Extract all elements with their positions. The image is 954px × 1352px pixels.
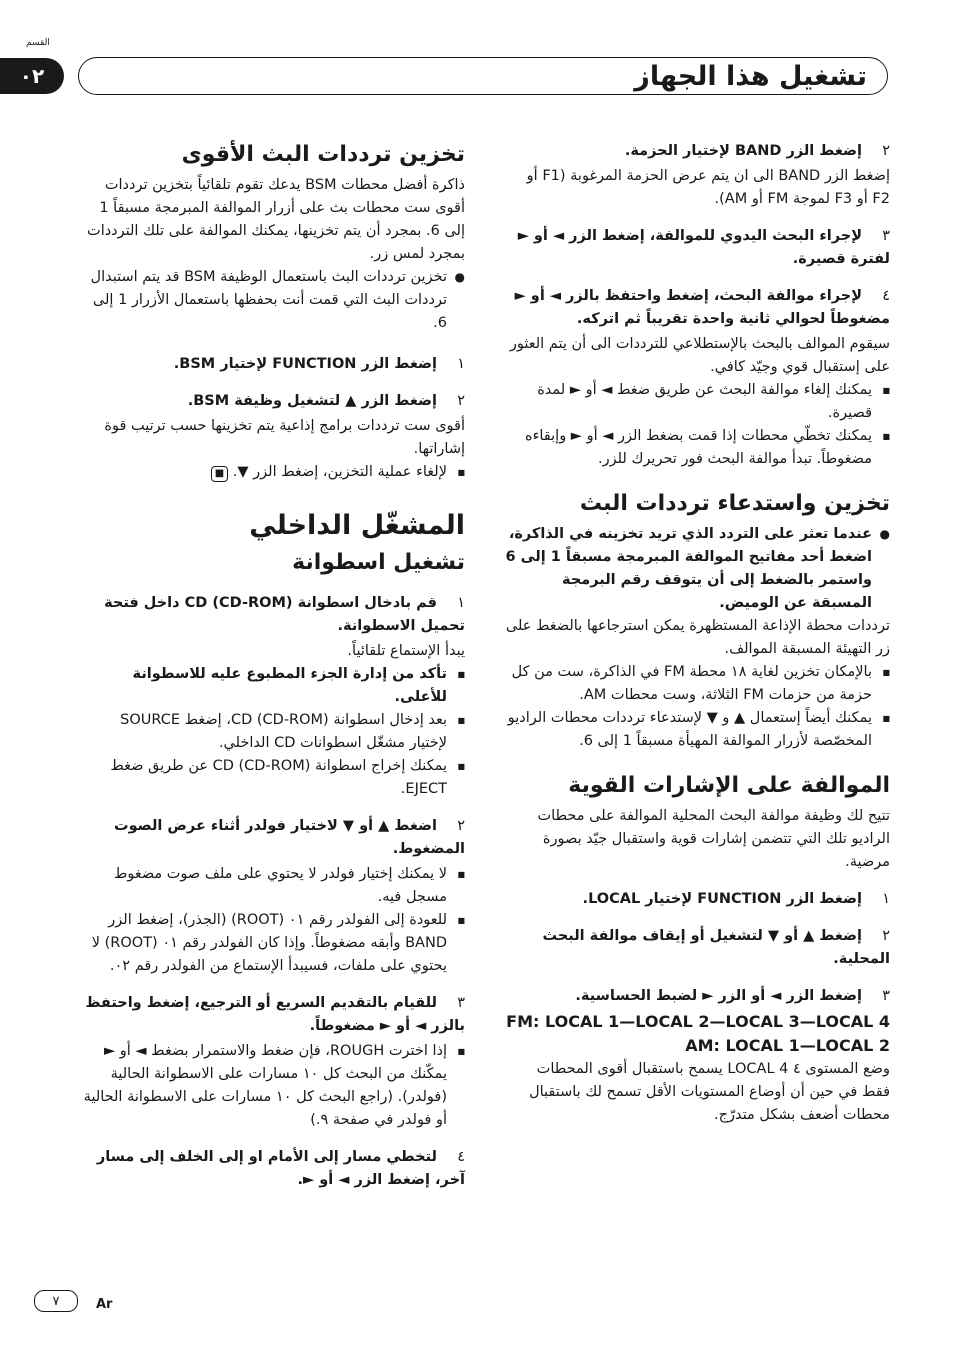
bsm-cancel-text: لإلغاء عملية التخزين، إضغط الزر ▼.: [232, 464, 447, 480]
step-item: [80, 353, 465, 376]
step-item: [505, 888, 890, 911]
step-number: ٣: [457, 995, 465, 1011]
step-item: [80, 815, 465, 861]
section-label: القسم: [26, 38, 50, 48]
local-description: تتيح لك وظيفة موالفة البحث المحلية الموالفة على محطات الراديو تلك التي تتضمن إشارات قوية واستقبال جيّد بصورة مرضية.: [537, 808, 890, 870]
step-item: [80, 390, 465, 413]
step-item: [505, 225, 890, 271]
bsm-description: ذاكرة أفضل محطات BSM يدعك تقوم تلقائياً بتخزين ترددات أقوى ست محطات بث على أزرار الموالفة المبرمجة مسبقاً 1 إلى 6. بمجرد أن يتم تخزينها، يمكنك الموالفة على تلك الترددات بمجرد لمس زر.: [87, 177, 465, 262]
bullet-item: ■ لا يمكنك إختيار فولدر لا يحتوي على ملف صوت مضغوط مسجل فيه.: [80, 863, 465, 909]
bullet-item: [80, 461, 465, 484]
step-text: لإجراء البحث اليدوي للموالفة، إضغط الزر ◄ أو ► لفترة قصيرة.: [517, 228, 890, 267]
bsm-heading: تخزين ترددات البث الأقوى: [181, 142, 465, 167]
bullet-item: ■ بعد إدخال اسطوانة CD (CD-ROM)، إضغط SOURCE لإختيار مشغّل اسطوانات CD الداخلي.: [80, 709, 465, 755]
page-title: تشغيل هذا الجهاز: [634, 60, 867, 92]
language-code: Ar: [96, 1297, 113, 1312]
bullet-item: ■ بالإمكان تخزين لغاية ١٨ محطة FM في الذاكرة، ست من كل حزمة من حزمات FM الثلاثة، وست محطات AM.: [505, 661, 890, 707]
left-column: [80, 140, 465, 1194]
bullet-item: ■ يمكنك إلغاء موالفة البحث عن طريق ضغط ◄ أو ► لمدة قصيرة.: [505, 379, 890, 425]
step-number: ٣: [882, 228, 890, 244]
bsm-note: ● تخزين ترددات البث باستعمال الوظيفة BSM قد يتم استبدال ترددات البث التي قمت أنت بحفظها باستعمال الأزرار 1 إلى 6.: [80, 266, 465, 335]
step-number: ٢: [457, 393, 465, 409]
cd-step1-description: يبدأ الإستماع تلقائياً.: [347, 643, 465, 659]
step-item: [80, 592, 465, 638]
section-number-badge: ٠٢: [0, 58, 64, 94]
bullet-item: ■ إذا اخترت ROUGH، فإن ضغط والاستمرار بضغط ◄ أو ► يمكّنك من البحث كل ١٠ مسارات على الاسطوانة الحالية (فولدر). (راجع البحث كل ١٠ مسارات على الاسطوانة الحالية أو فولدر في صفحة ٩.): [80, 1040, 465, 1132]
bullet-item: ■ يمكنك أيضاً إستعمال ▲ و ▼ لإستدعاء ترددات محطات الراديو المخصّصة لأزرار الموالفة المهيأة مسبقاً 1 إلى 6.: [505, 707, 890, 753]
internal-player-heading: المشغّل الداخلي: [249, 510, 465, 541]
store-recall-heading: تخزين واستدعاء ترددات البث: [579, 491, 890, 516]
step-text: للقيام بالتقديم السريع أو الترجيع، إضغط واحتفظ بالزر ◄ أو ► مضغوطاً.: [85, 995, 465, 1034]
step-number: ٣: [882, 988, 890, 1004]
step-number: ٢: [882, 143, 890, 159]
step-number: ١: [882, 891, 890, 907]
step-item: [505, 985, 890, 1008]
step-item: [505, 925, 890, 971]
step-number: ١: [457, 356, 465, 372]
play-disc-heading: تشغيل اسطوانة: [292, 550, 465, 575]
step-number: ٢: [882, 928, 890, 944]
stop-icon: ■: [211, 466, 228, 482]
step-text: قم بادخال اسطوانة CD (CD-ROM) داخل فتحة تحميل الاسطوانة.: [104, 595, 465, 634]
step-item: [505, 285, 890, 331]
bullet-item: ■ تأكد من إدارة الجزء المطبوع عليه للاسطوانة للأعلى.: [80, 663, 465, 709]
step-number: ١: [457, 595, 465, 611]
step-text: لإجراء موالفة البحث، إضغط واحتفظ بالزر ◄ أو ► مضغوطاً لحوالي ثانية واحدة تقريباً ثم اتركه.: [514, 288, 890, 327]
local-final-description: وضع المستوى ٤ LOCAL 4 يسمح باستقبال أقوى المحطات فقط في حين أن أوضاع المستويات الأقل تسمح لك باستقبال محطات أضعف بشكل متدرّج.: [529, 1061, 890, 1123]
step-item: [505, 140, 890, 163]
store-instruction: ● عندما تعثر على التردد الذي تريد تخزينه في الذاكرة، اضغط أحد مفاتيح الموالفة المبرمجة مسبقاً 1 إلى 6 واستمر بالضغط إلى أن يتوقف رقم البرمجة المسبقة عن الوميض.: [505, 523, 890, 615]
band-description: إضغط الزر BAND الى ان يتم عرض الحزمة المرغوبة (F1 أو F2 أو F3 لموجة FM أو AM).: [526, 168, 890, 207]
bsm-step2-description: أقوى ست ترددات برامج إذاعية يتم تخزينها حسب ترتيب قوة إشاراتها.: [104, 418, 465, 457]
page-title-box: [78, 57, 888, 95]
step-item: [80, 1146, 465, 1192]
bullet-item: ■ يمكنك إخراج اسطوانة CD (CD-ROM) عن طريق ضغط EJECT.: [80, 755, 465, 801]
step-number: ٤: [882, 288, 890, 304]
step-text: اضغط ▲ أو ▼ لاختيار فولدر أثناء عرض الصوت المضغوط.: [114, 818, 465, 857]
step-item: [80, 992, 465, 1038]
store-description: ترددات محطة الإذاعة المستظهرة يمكن استرجاعها بالضغط على زر التهيئة المسبقة الموالف.: [505, 618, 890, 657]
step-text: إضغط الزر FUNCTION لإختيار LOCAL.: [582, 891, 862, 907]
step-number: ٤: [457, 1149, 465, 1165]
right-column: [505, 140, 890, 1127]
step-text: إضغط الزر FUNCTION لإختيار BSM.: [173, 356, 437, 372]
step-text: إضغط ▲ أو ▼ لتشغيل أو إيقاف موالفة البحث المحلية.: [542, 928, 890, 967]
am-sensitivity-levels: AM: LOCAL 1—LOCAL 2: [685, 1036, 890, 1055]
fm-sensitivity-levels: FM: LOCAL 1—LOCAL 2—LOCAL 3—LOCAL 4: [506, 1012, 890, 1031]
step-text: إضغط الزر ◄ أو الزر ► لضبط الحساسية.: [575, 988, 862, 1004]
step-number: ٢: [457, 818, 465, 834]
bullet-item: ■ للعودة إلى الفولدر رقم ٠١ (ROOT) (الجذر)، إضغط الزر BAND وأبقه مضغوطاً. وإذا كان الفولدر رقم ٠١ (ROOT) لا يحتوي على ملفات، فسيبدأ الإستماع من الفولدر رقم ٠٢.: [80, 909, 465, 978]
bullet-item: ■ يمكنك تخطّي محطات إذا قمت بضغط الزر ◄ أو ► وإبقاءه مضغوطاً. تبدأ موالفة البحث فور تحريرك للزر.: [505, 425, 890, 471]
local-seek-heading: الموالفة على الإشارات القوية: [568, 773, 890, 798]
step-text: إضغط الزر ▲ لتشغيل وظيفة BSM.: [187, 393, 437, 409]
page-number: ٧: [34, 1290, 78, 1312]
step-text: إضغط الزر BAND لإختيار الحزمة.: [624, 143, 862, 159]
step-text: لتخطي مسار إلى الأمام او إلى الخلف إلى مسار آخر، إضغط الزر ◄ أو ►.: [96, 1149, 465, 1188]
seek-description: سيقوم الموالف بالبحث بالإستطلاعي للترددات الى أن يتم العثور على إستقبال قوي وجيّد كافي.: [509, 336, 890, 375]
